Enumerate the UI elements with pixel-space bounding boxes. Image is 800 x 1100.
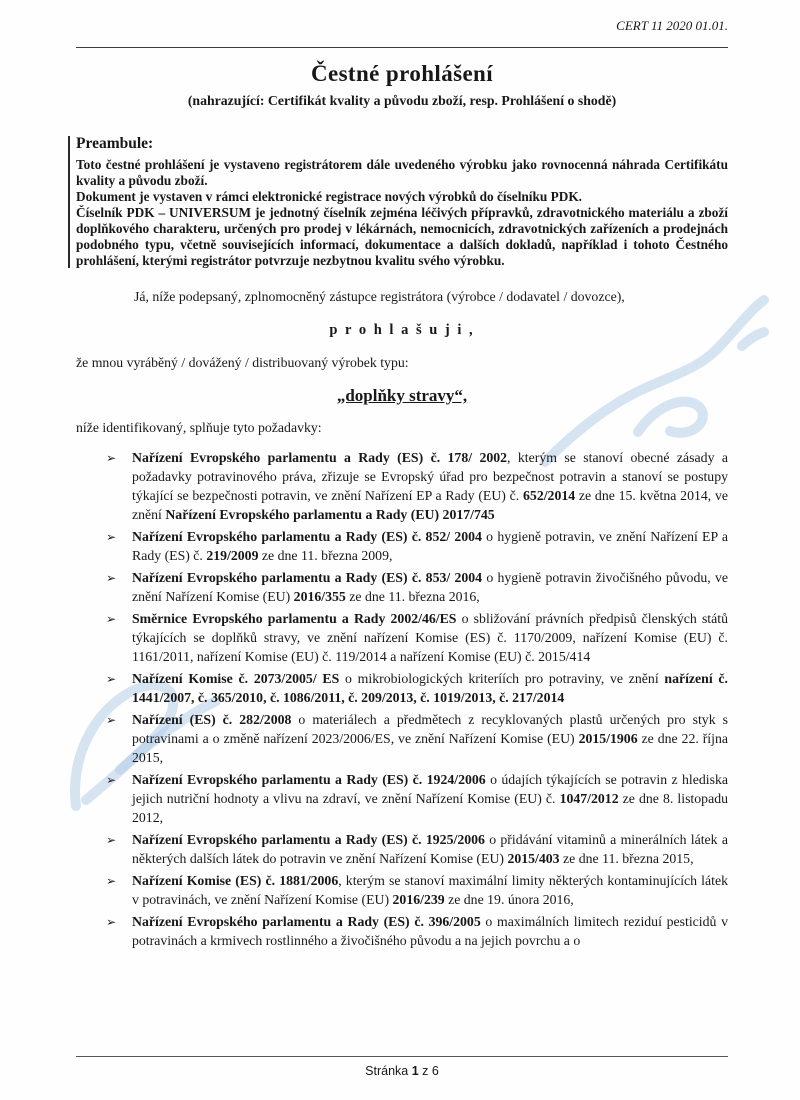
text-segment: 2015/403 [507, 851, 560, 866]
text-segment: Nařízení (ES) č. 282/2008 [132, 712, 292, 727]
text-segment: o mikrobiologických kriteríích pro potraviny, ve znění [339, 671, 665, 686]
text-segment: 1047/2012 [559, 791, 619, 806]
requirement-item [106, 448, 728, 524]
requirement-item [106, 527, 728, 565]
arrow-bullet-icon: ➢ [106, 833, 117, 847]
text-segment: 6 [431, 1064, 439, 1078]
text-segment: ze dne 11. března 2015, [559, 851, 694, 866]
text-segment: ze dne 11. března 2009, [258, 548, 393, 563]
text-segment: , kterým se stanoví maximální limity některých kontaminujících látek v potravinách, ve znění Nařízení Komise (EU) [132, 873, 728, 907]
text-segment: ze dne 22. října 2015, [132, 731, 728, 765]
text-segment: o sbližování právních předpisů členských států týkajících se doplňků stravy, ve znění nařízení Komise (ES) č. 1170/2009, nařízení Komise (EU) č. 1161/2011, nařízení Komise (EU) č. 119/2014 a nařízení Komise (EU) č. 2015/414 [132, 611, 728, 664]
requirement-item [106, 770, 728, 827]
text-segment: 219/2009 [206, 548, 259, 563]
requirement-text [132, 832, 728, 866]
requirement-item [106, 669, 728, 707]
text-segment: o přidávání vitaminů a minerálních látek a některých dalších látek do potravin ve znění Nařízení Komise (EU) [132, 832, 728, 866]
requirement-text [132, 873, 728, 907]
text-segment: 2016/239 [392, 892, 445, 907]
text-segment: 652/2014 [523, 488, 576, 503]
arrow-bullet-icon: ➢ [106, 773, 117, 787]
declarant-intro: Já, níže podepsaný, zplnomocněný zástupce registrátora (výrobce / dodavatel / dovozce), [134, 289, 625, 304]
requirement-text [132, 529, 728, 563]
page-number [76, 1064, 728, 1078]
requirement-text [132, 671, 728, 705]
requirement-text [132, 611, 728, 664]
text-segment: Nařízení Evropského parlamentu a Rady (ES) č. 396/2005 [132, 914, 481, 929]
document-subtitle: (nahrazující: Certifikát kvality a původu zboží, resp. Prohlášení o shodě) [187, 93, 617, 108]
text-segment: 1 [411, 1064, 419, 1078]
text-segment: o maximálních limitech reziduí pesticidů v potravinách a krmivech rostlinného a živočišného původu a na jejich povrchu a o [132, 914, 728, 948]
text-segment: Stránka [365, 1064, 412, 1078]
requirement-item [106, 568, 728, 606]
text-segment: o údajích týkajících se potravin z hlediska jejich nutriční hodnoty a vlivu na zdraví, ve znění Nařízení Komise (EU) č. [132, 772, 729, 806]
arrow-bullet-icon: ➢ [106, 874, 117, 888]
text-segment: Nařízení Komise č. 2073/2005/ ES [132, 671, 340, 686]
requirement-text [132, 772, 728, 825]
requirement-item [106, 830, 728, 868]
arrow-bullet-icon: ➢ [106, 713, 117, 727]
preamble-paragraph: Toto čestné prohlášení je vystaveno registrátorem dále uvedeného výrobku jako rovnocenná náhrada Certifikátu kvality a původu zboží. [76, 157, 728, 188]
requirement-item [106, 609, 728, 666]
preamble-section [76, 135, 728, 269]
arrow-bullet-icon: ➢ [106, 672, 117, 686]
text-segment: Nařízení Evropského parlamentu a Rady (ES) č. 1925/2006 [132, 832, 485, 847]
arrow-bullet-icon: ➢ [106, 571, 117, 585]
requirements-line: níže identifikovaný, splňuje tyto požadavky: [76, 420, 322, 435]
text-segment: ze dne 15. května 2014, ve znění [132, 488, 728, 522]
arrow-bullet-icon: ➢ [106, 530, 117, 544]
margin-change-bar [68, 136, 70, 268]
preamble-paragraph: Dokument je vystaven v rámci elektronické registrace nových výrobků do číselníku PDK. [76, 189, 582, 204]
text-segment: Nařízení Evropského parlamentu a Rady (ES) č. 853/ 2004 [132, 570, 483, 585]
text-segment: o materiálech a předmětech z recyklovaných plastů určených pro styk s potravinami a o změně nařízení 2023/2006/ES, ve znění Nařízení Komise (EU) [132, 712, 728, 746]
text-segment: Nařízení Evropského parlamentu a Rady (ES) č. 1924/2006 [132, 772, 486, 787]
text-segment: nařízení č. 1441/2007, č. 365/2010, č. 1086/2011, č. 209/2013, č. 1019/2013, č. 217/2014 [132, 671, 729, 705]
text-segment: o hygieně potravin živočišného původu, ve znění Nařízení Komise (EU) [132, 570, 728, 604]
text-segment: 2016/355 [293, 589, 346, 604]
text-segment: Směrnice Evropského parlamentu a Rady 2002/46/ES [132, 611, 457, 626]
requirement-item [106, 912, 728, 950]
requirement-item [106, 871, 728, 909]
product-line: že mnou vyráběný / dovážený / distribuovaný výrobek typu: [76, 355, 409, 370]
text-segment: Nařízení Evropského parlamentu a Rady (ES) č. 178/ 2002 [132, 450, 508, 465]
arrow-bullet-icon: ➢ [106, 612, 117, 626]
text-segment: z [418, 1064, 432, 1078]
top-rule [76, 47, 728, 48]
product-type: „doplňky stravy“, [336, 386, 468, 405]
requirement-item [106, 710, 728, 767]
text-segment: o hygieně potravin, ve znění Nařízení EP a Rady (ES) č. [132, 529, 729, 563]
page-footer [76, 1056, 728, 1100]
text-segment: ze dne 19. února 2016, [444, 892, 574, 907]
document-title: Čestné prohlášení [310, 61, 494, 86]
requirement-text [132, 570, 728, 604]
text-segment: , kterým se stanoví obecné zásady a požadavky potravinového práva, zřizuje se Evropský úřad pro bezpečnost potravin a stanoví se postupy týkající se bezpečnosti potravin, ve znění Nařízení EP a Rady (EU) č. [132, 450, 728, 503]
doc-code: CERT 11 2020 01.01. [616, 18, 728, 33]
arrow-bullet-icon: ➢ [106, 451, 117, 465]
text-segment: 2015/1906 [578, 731, 638, 746]
preamble-heading: Preambule: [76, 135, 154, 152]
text-segment: ze dne 8. listopadu 2012, [132, 791, 728, 825]
requirement-text [132, 712, 728, 765]
requirement-text [132, 450, 728, 522]
arrow-bullet-icon: ➢ [106, 915, 117, 929]
requirements-list [76, 448, 728, 950]
text-segment: ze dne 11. března 2016, [345, 589, 480, 604]
declaration-word: p r o h l a š u j i , [329, 322, 475, 338]
text-segment: Nařízení Evropského parlamentu a Rady (ES) č. 852/ 2004 [132, 529, 482, 544]
text-segment: Nařízení Evropského parlamentu a Rady (EU) 2017/745 [165, 507, 495, 522]
preamble-paragraphs [76, 157, 728, 269]
requirement-text [132, 914, 728, 948]
text-segment: Nařízení Komise (ES) č. 1881/2006 [132, 873, 339, 888]
preamble-paragraph: Číselník PDK – UNIVERSUM je jednotný číselník zejména léčivých přípravků, zdravotnického materiálu a zboží doplňkového charakteru, určených pro prodej v lékárnách, nemocnicích, zdravotnických zařízeních a prodejnách podobného typu, včetně souvisejících informací, dokumentace a dalších dokladů, například i tohoto Čestného prohlášení, kterými registrátor potvrzuje nezbytnou kvalitu svého výrobku. [76, 205, 728, 268]
